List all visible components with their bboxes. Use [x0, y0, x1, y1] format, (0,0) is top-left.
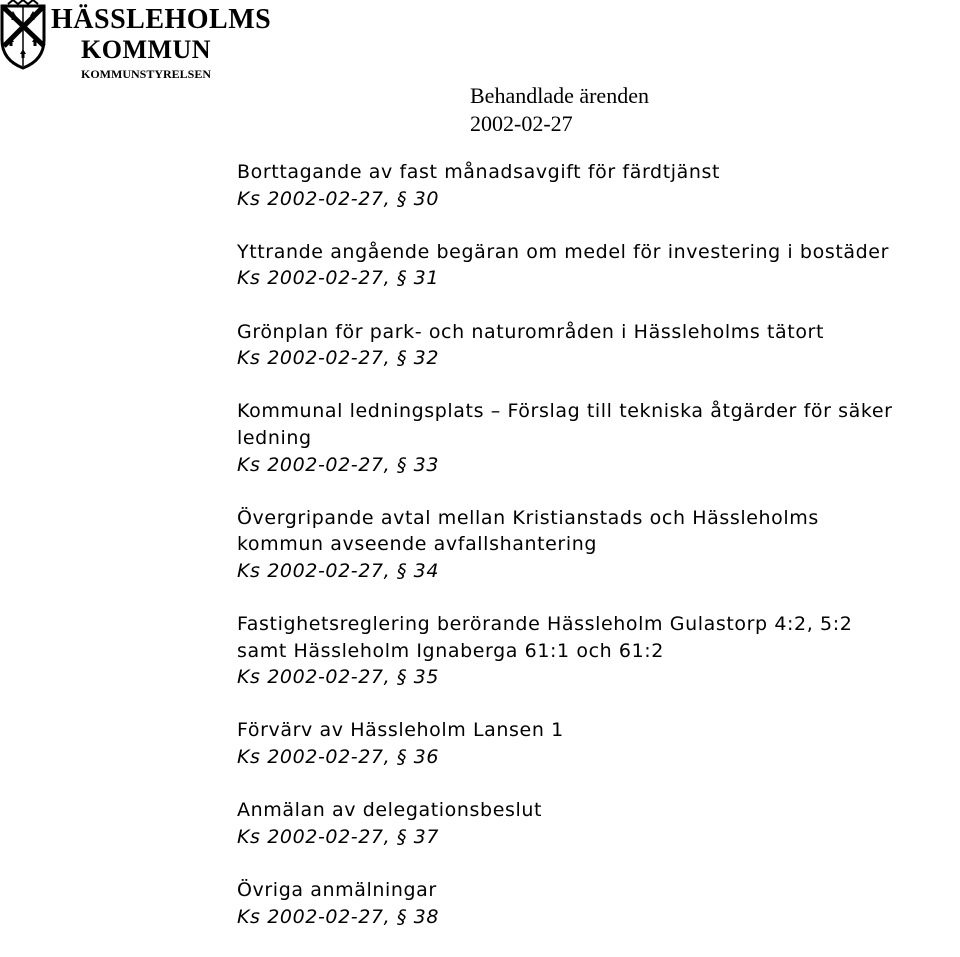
logo-text-kommun: KOMMUN — [81, 35, 212, 64]
case-title-line: ledning — [237, 426, 312, 449]
case-item — [237, 505, 957, 585]
case-title-line: Kommunal ledningsplats – Förslag till tekniska åtgärder för säker — [237, 400, 893, 423]
case-list — [237, 159, 957, 957]
case-item — [237, 797, 957, 850]
case-item — [237, 239, 957, 292]
case-title-line: samt Hässleholm Ignaberga 61:1 och 61:2 — [237, 639, 664, 662]
case-title-line: Övriga anmälningar — [237, 879, 437, 902]
case-title-line: kommun avseende avfallshantering — [237, 533, 598, 556]
case-title-line: Yttrande angående begäran om medel för investering i bostäder — [237, 240, 889, 263]
case-reference: Ks 2002-02-27, § 32 — [237, 347, 440, 370]
coat-of-arms-icon — [0, 0, 46, 70]
case-item — [237, 159, 957, 212]
case-item — [237, 398, 957, 478]
case-reference: Ks 2002-02-27, § 31 — [237, 267, 440, 290]
case-title-line: Grönplan för park- och naturområden i Hässleholms tätort — [237, 320, 825, 343]
logo-text-kommunstyrelsen: KOMMUNSTYRELSEN — [81, 67, 212, 81]
case-reference: Ks 2002-02-27, § 36 — [237, 746, 440, 769]
case-item — [237, 319, 957, 372]
case-reference: Ks 2002-02-27, § 37 — [237, 825, 440, 848]
case-title-line: Borttagande av fast månadsavgift för färdtjänst — [237, 161, 721, 183]
municipality-logo — [0, 0, 272, 84]
case-reference: Ks 2002-02-27, § 33 — [237, 453, 440, 476]
logo-text-hassleholms: HÄSSLEHOLMS — [51, 4, 272, 35]
case-item — [237, 717, 957, 770]
case-reference: Ks 2002-02-27, § 38 — [237, 905, 440, 928]
case-reference: Ks 2002-02-27, § 30 — [237, 187, 440, 210]
document-date: 2002-02-27 — [470, 111, 573, 136]
case-title-line: Fastighetsreglering berörande Hässleholm Gulastorp 4:2, 5:2 — [237, 613, 853, 636]
document-title: Behandlade ärenden — [470, 83, 649, 108]
case-title-line: Förvärv av Hässleholm Lansen 1 — [237, 719, 564, 742]
case-reference: Ks 2002-02-27, § 34 — [237, 559, 440, 582]
case-reference: Ks 2002-02-27, § 35 — [237, 666, 440, 689]
case-item — [237, 611, 957, 691]
case-title-line: Övergripande avtal mellan Kristianstads och Hässleholms — [237, 506, 819, 529]
case-title-line: Anmälan av delegationsbeslut — [237, 799, 543, 822]
document-heading — [470, 82, 649, 138]
case-item — [237, 877, 957, 930]
